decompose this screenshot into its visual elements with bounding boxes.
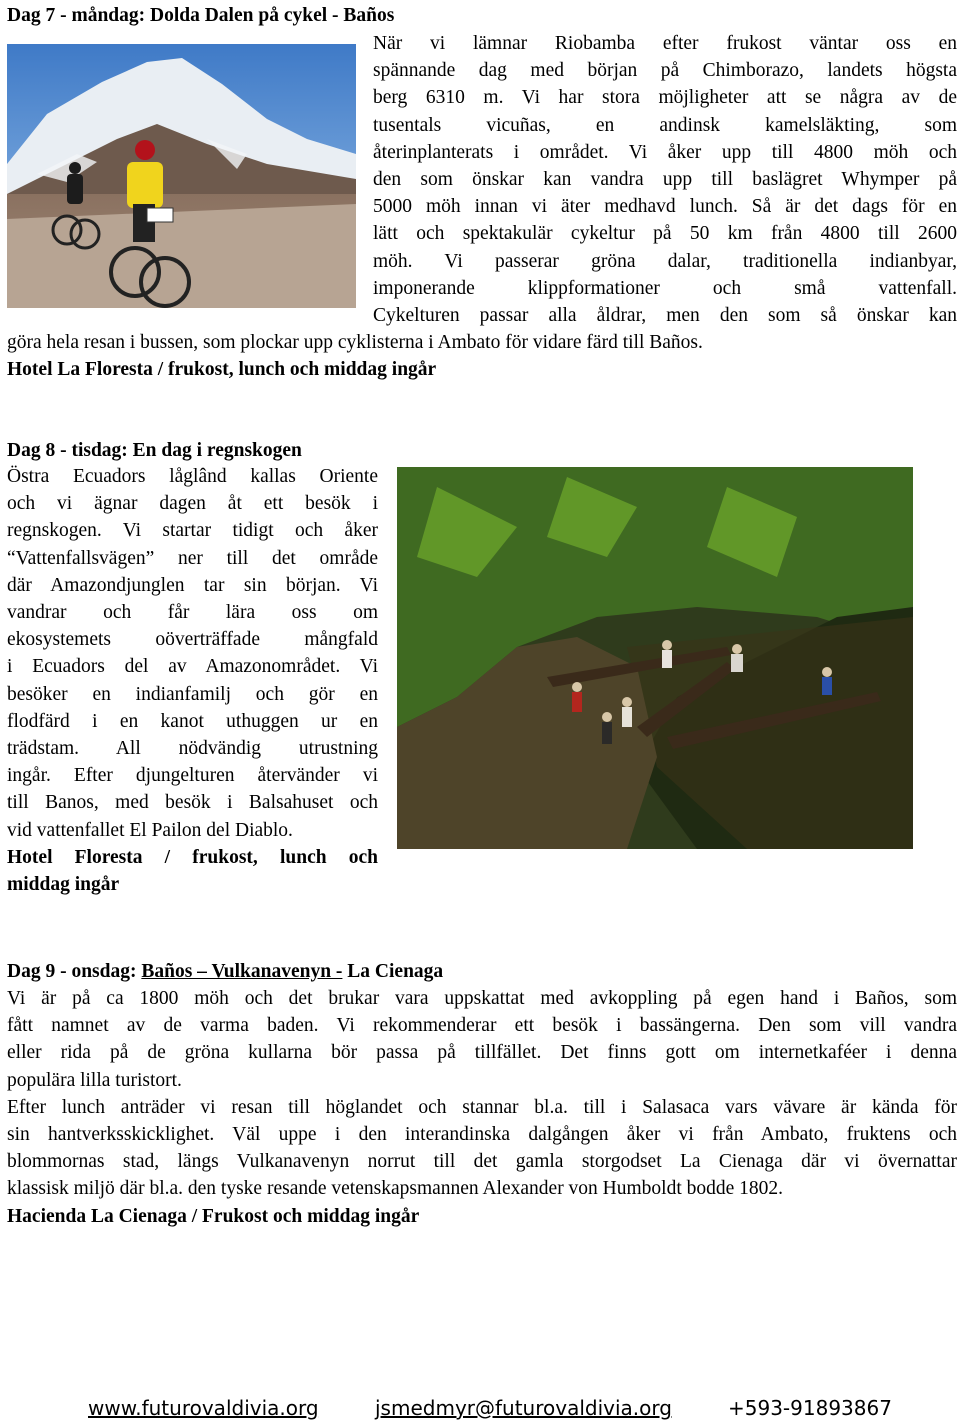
- text-line: trädstam. All nödvändig utrustning: [7, 738, 378, 760]
- day7-intro-text: [373, 30, 957, 329]
- text-line: berg 6310 m. Vi har stora möjligheter att se några av de: [373, 87, 957, 109]
- text-line: ingår. Efter djungelturen återvänder vi: [7, 765, 378, 787]
- day8-hotel-line: Hotel Floresta / frukost, lunch och: [7, 846, 378, 868]
- text-line: vandrar och får lära oss om: [7, 602, 378, 624]
- text-line: klassisk miljö där bl.a. den tyske resande vetenskapsmannen Alexander von Humboldt bodde 1802.: [7, 1178, 784, 1200]
- footer: [0, 1396, 960, 1426]
- text-line: till Banos, med besök i Balsahuset och: [7, 792, 378, 814]
- day9-heading-destination: La Cienaga: [342, 961, 444, 982]
- text-line: fått namnet av de varma baden. Vi rekommenderar ett besök i bassängerna. Den som vill vandra: [7, 1015, 957, 1037]
- text-line: återinplanterats i området. Vi åker upp till 4800 möh och: [373, 141, 957, 163]
- text-line: blommornas stad, längs Vulkanavenyn norrut till det gamla storgodset La Cienaga där vi övernattar: [7, 1151, 957, 1173]
- text-line: lätt och spektakulär cykeltur på 50 km från 4800 till 2600: [373, 223, 957, 245]
- text-line: ekosystemets oöverträffade mångfald: [7, 629, 378, 651]
- text-line: “Vattenfallsvägen” ner till det område: [7, 547, 378, 569]
- text-line: vid vattenfallet El Pailon del Diablo.: [7, 819, 293, 841]
- text-line: populära lilla turistort.: [7, 1069, 182, 1091]
- day9-heading: [7, 958, 443, 985]
- text-line: den som önskar kan vandra upp till baslägret Whymper på: [373, 169, 957, 191]
- text-line: Vi är på ca 1800 möh och det brukar vara uppskattat med avkoppling på egen hand i Baños, som: [7, 988, 957, 1009]
- day7-hotel: Hotel La Floresta / frukost, lunch och middag ingår: [7, 359, 437, 380]
- phone-number: +593-91893867: [728, 1396, 892, 1420]
- day9-hotel: Hacienda La Cienaga / Frukost och middag ingår: [7, 1205, 420, 1227]
- text-line: imponerande klippformationer och små vattenfall.: [373, 277, 957, 299]
- day8-hotel-line: middag ingår: [7, 874, 120, 896]
- day7-heading: Dag 7 - måndag: Dolda Dalen på cykel - Baños: [7, 5, 395, 26]
- text-line: Efter lunch anträder vi resan till höglandet och stannar bl.a. till i Salasaca vars vävare är kända för: [7, 1096, 957, 1118]
- text-line: besöker en indianfamilj och gör en: [7, 683, 378, 705]
- day8-heading: Dag 8 - tisdag: En dag i regnskogen: [7, 440, 302, 461]
- text-line: sin hantverksskicklighet. Väl uppe i den interandinska dalgången åker vi från Ambato, fruktens och: [7, 1124, 957, 1146]
- day9-text: [7, 985, 957, 1230]
- text-line: regnskogen. Vi startar tidigt och åker: [7, 520, 378, 542]
- text-line: möh. Vi passerar gröna dalar, traditionella indianbyar,: [373, 250, 957, 272]
- day7-text-continued: göra hela resan i bussen, som plockar upp cyklisterna i Ambato för vidare färd till Baños.: [7, 332, 703, 353]
- text-line: där Amazondjunglen tar sin början. Vi: [7, 574, 378, 596]
- email-link[interactable]: jsmedmyr@futurovaldivia.org: [375, 1396, 672, 1420]
- website-link[interactable]: www.futurovaldivia.org: [88, 1396, 319, 1420]
- text-line: När vi lämnar Riobamba efter frukost väntar oss en: [373, 33, 957, 54]
- text-line: eller rida på de gröna kullarna bör passa på tillfället. Det finns gott om internetkaféer i denna: [7, 1042, 957, 1064]
- river-canoes-photo: [397, 467, 913, 849]
- text-line: i Ecuadors del av Amazonområdet. Vi: [7, 656, 378, 678]
- text-line: spännande dag med början på Chimborazo, landets högsta: [373, 60, 957, 82]
- day8-text: [7, 463, 378, 898]
- text-line: Östra Ecuadors låglând kallas Oriente: [7, 466, 378, 487]
- text-line: Cykelturen passar alla åldrar, men den som så önskar kan: [373, 305, 957, 327]
- mountain-bike-photo: [7, 44, 356, 308]
- text-line: och vi ägnar dagen åt ett besök i: [7, 493, 378, 515]
- text-line: 5000 möh innan vi äter medhavd lunch. Så är det dags för en: [373, 196, 957, 218]
- text-line: flodfärd i en kanot uthuggen ur en: [7, 710, 378, 732]
- text-line: tusentals vicuñas, en andinsk kamelsläkting, som: [373, 114, 957, 136]
- day9-heading-route: Baños – Vulkanavenyn -: [141, 961, 343, 982]
- day9-heading-day: Dag 9 - onsdag:: [7, 961, 142, 982]
